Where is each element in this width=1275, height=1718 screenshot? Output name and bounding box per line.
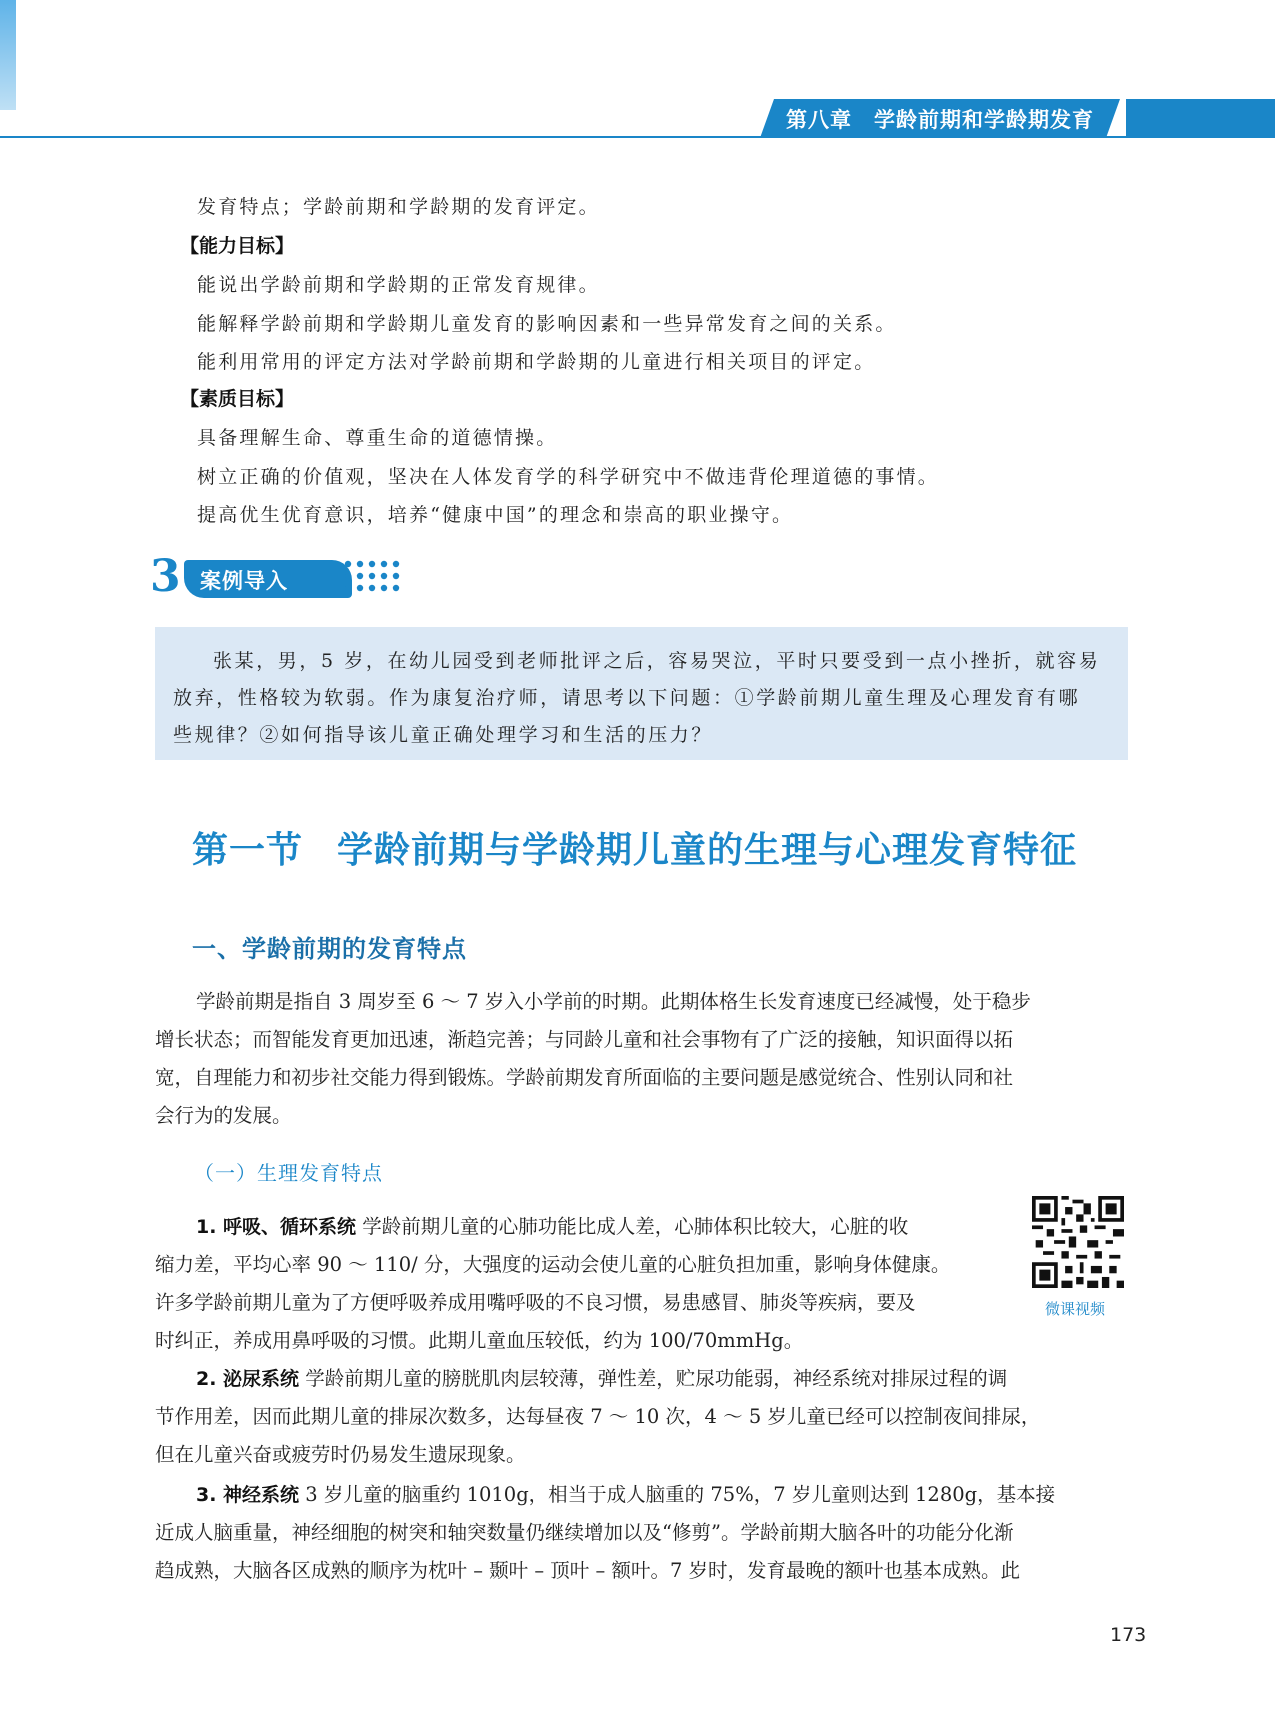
case-dots-decoration [342, 558, 402, 602]
respiratory-line: 时纠正，养成用鼻呼吸的习惯。此期儿童血压较低，约为 100/70mmHg。 [155, 1329, 804, 1352]
section-title [192, 822, 1077, 873]
quality-objectives-heading: 【素质目标】 [180, 388, 295, 410]
page-edge-strip [0, 0, 16, 110]
intro-paragraph-line: 增长状态；而智能发育更加迅速，渐趋完善；与同龄儿童和社会事物有了广泛的接触，知识面得以拓 [155, 1028, 1014, 1051]
nervous-first-text: 3 岁儿童的脑重约 1010g，相当于成人脑重的 75%，7 岁儿童则达到 1280g，基本接 [305, 1483, 1056, 1506]
chapter-header-tab [760, 99, 1120, 138]
header-right-block [1126, 99, 1275, 138]
subsection-title: 一、学龄前期的发育特点 [192, 935, 467, 963]
nervous-line: 近成人脑重量，神经细胞的树突和轴突数量仍继续增加以及“修剪”。学龄前期大脑各叶的功能分化渐 [155, 1521, 1014, 1544]
case-text-line: 放弃，性格较为软弱。作为康复治疗师，请思考以下问题：①学龄前期儿童生理及心理发育有哪 [173, 687, 1081, 709]
chapter-number: 第八章 [786, 108, 852, 132]
qr-caption: 微课视频 [1045, 1300, 1106, 1318]
respiratory-line: 许多学龄前期儿童为了方便呼吸养成用嘴呼吸的不良习惯，易患感冒、肺炎等疾病，要及 [155, 1291, 916, 1314]
respiratory-line: 缩力差，平均心率 90 ～ 110/ 分，大强度的运动会使儿童的心脏负担加重，影响身体健康。 [155, 1253, 951, 1276]
intro-paragraph-line: 会行为的发展。 [155, 1104, 292, 1127]
chapter-title: 学龄前期和学龄期发育 [874, 108, 1094, 132]
urinary-term: 2. 泌尿系统 [196, 1368, 300, 1390]
urinary-line: 节作用差，因而此期儿童的排尿次数多，达每昼夜 7 ～ 10 次，4 ～ 5 岁儿童已经可以控制夜间排尿， [155, 1405, 1041, 1428]
ability-objective-item: 能利用常用的评定方法对学龄前期和学龄期的儿童进行相关项目的评定。 [197, 351, 876, 373]
case-text-line: 张某，男，5 岁，在幼儿园受到老师批评之后，容易哭泣，平时只要受到一点小挫折，就容易 [213, 650, 1101, 672]
case-section-number: 3 [150, 551, 181, 602]
page-number: 173 [1110, 1624, 1147, 1646]
quality-objective-item: 具备理解生命、尊重生命的道德情操。 [197, 427, 558, 449]
respiratory-item-first-line [196, 1211, 908, 1239]
ability-objective-item: 能说出学龄前期和学龄期的正常发育规律。 [197, 274, 600, 296]
quality-objective-item: 树立正确的价值观，坚决在人体发育学的科学研究中不做违背伦理道德的事情。 [197, 466, 940, 488]
nervous-term: 3. 神经系统 [196, 1484, 300, 1506]
case-box [155, 627, 1128, 760]
quality-objective-item: 提高优生优育意识，培养“健康中国”的理念和崇高的职业操守。 [197, 504, 794, 526]
ability-objectives-heading: 【能力目标】 [180, 235, 295, 257]
ability-objective-item: 能解释学龄前期和学龄期儿童发育的影响因素和一些异常发育之间的关系。 [197, 313, 897, 335]
case-label-pill [184, 560, 352, 598]
nervous-item-first-line [196, 1479, 1055, 1507]
header-rule [0, 136, 1275, 138]
urinary-item-first-line [196, 1363, 1007, 1391]
objective-continued-line: 发育特点；学龄前期和学龄期的发育评定。 [197, 196, 600, 218]
respiratory-term: 1. 呼吸、循环系统 [196, 1216, 357, 1238]
case-label: 案例导入 [200, 569, 288, 593]
physiology-subtitle: （一）生理发育特点 [194, 1161, 383, 1185]
intro-paragraph-line: 学龄前期是指自 3 周岁至 6 ～ 7 岁入小学前的时期。此期体格生长发育速度已经减慢，处于稳步 [196, 990, 1031, 1013]
section-title-text: 学龄前期与学龄期儿童的生理与心理发育特征 [337, 830, 1078, 871]
section-number: 第一节 [192, 830, 304, 871]
qr-code-icon[interactable] [1032, 1196, 1124, 1288]
chapter-header-text [786, 104, 1094, 134]
respiratory-first-text: 学龄前期儿童的心肺功能比成人差，心肺体积比较大，心脏的收 [362, 1215, 909, 1238]
urinary-line: 但在儿童兴奋或疲劳时仍易发生遗尿现象。 [155, 1443, 526, 1466]
intro-paragraph-line: 宽，自理能力和初步社交能力得到锻炼。学龄前期发育所面临的主要问题是感觉统合、性别认同和社 [155, 1066, 1014, 1089]
urinary-first-text: 学龄前期儿童的膀胱肌肉层较薄，弹性差，贮尿功能弱，神经系统对排尿过程的调 [305, 1367, 1008, 1390]
nervous-line: 趋成熟，大脑各区成熟的顺序为枕叶 – 颞叶 – 顶叶 – 额叶。7 岁时，发育最晚的额叶也基本成熟。此 [155, 1559, 1021, 1582]
case-text-line: 些规律？②如何指导该儿童正确处理学习和生活的压力？ [173, 724, 714, 746]
